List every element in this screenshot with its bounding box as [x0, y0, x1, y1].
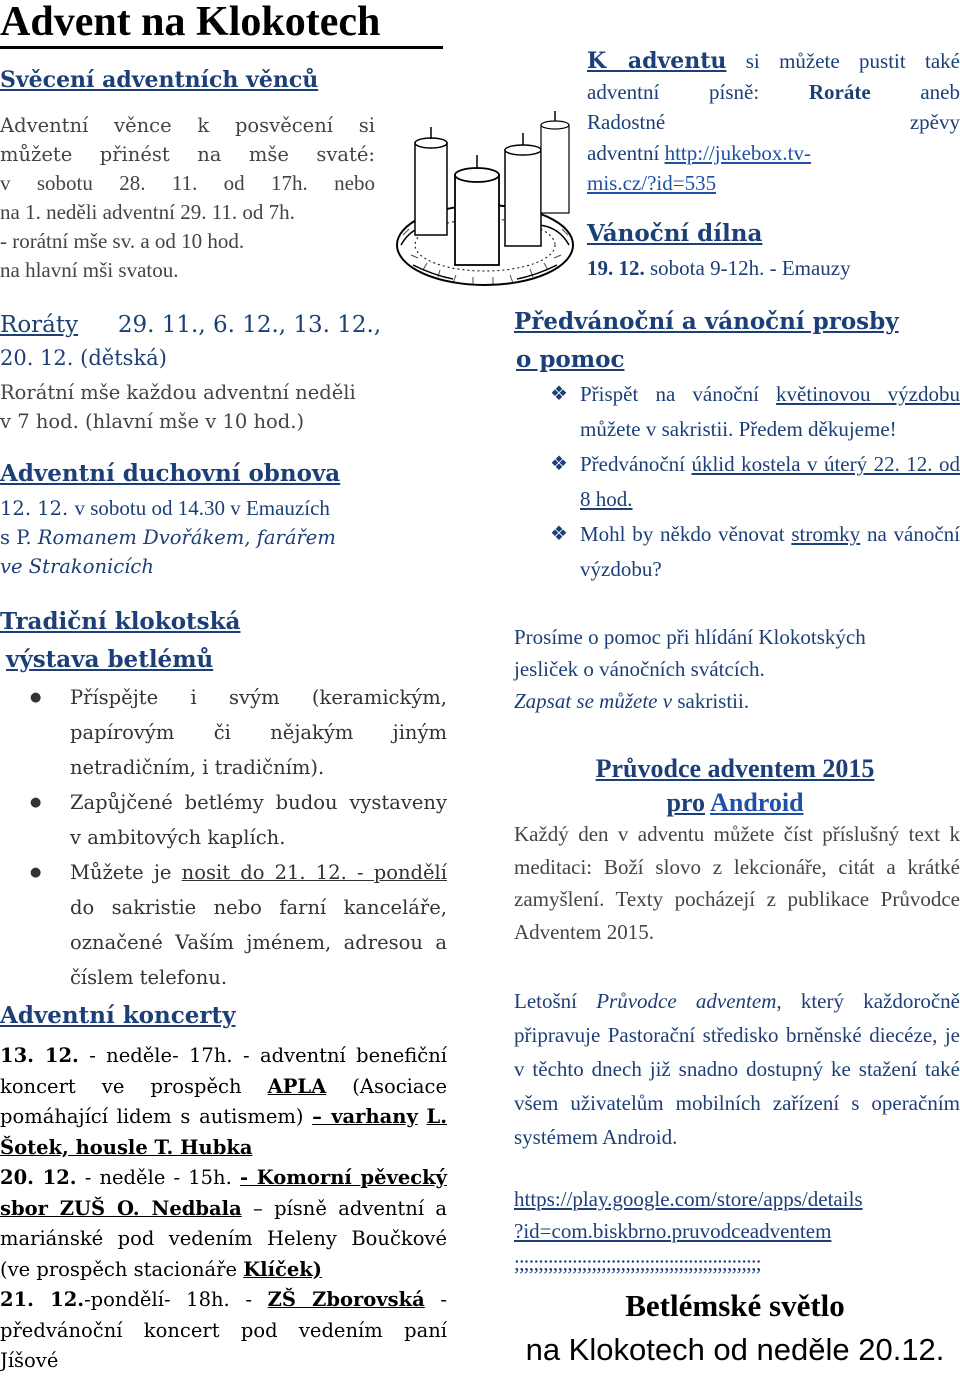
play-store-link[interactable]: https://play.google.com/store/apps/details [514, 1187, 863, 1211]
renewal-heading: Adventní duchovní obnova [0, 460, 341, 487]
exhibit-heading-1: Tradiční klokotská [0, 608, 241, 635]
jukebox-link[interactable]: http://jukebox.tv- [664, 140, 811, 165]
requests-heading-1: Předvánoční a vánoční prosby [514, 308, 899, 335]
list-item: ● Zapůjčené betlémy budou vystaveny v ambitových kaplích. [0, 785, 447, 855]
play-store-link-cont[interactable]: ?id=com.biskbrno.pruvodceadventem [514, 1219, 832, 1243]
roraty-title: Roráty [0, 312, 79, 338]
list-item: ❖ Mohl by někdo věnovat stromky na vánoční výzdobu? [510, 517, 960, 587]
wreath-blessing-heading: Svěcení adventních věnců [0, 67, 319, 93]
wreath-blessing-text: Adventní věnce k posvěcení si můžete přinést na mše svaté: v sobotu 28. 11. od 17h. nebo na 1. neděli adventní 29. 11. od 7h. - rorátní mše sv. a od 10 hod. na hlavní mši svatou. [0, 114, 375, 282]
concerts-text: 13. 12. - neděle- 17h. - adventní benefiční koncert ve prospěch APLA (Asociace pomáhající lidem s autismem) – varhany L. Šotek, housle T. Hubka 20. 12. - neděle - 15h. - Komorní pěvecký sbor ZUŠ O. Nedbala – písně adventní a mariánské pod vedením Heleny Boučkové (ve prospěch stacionáře Klíček) 21. 12.-pondělí- 18h. - ZŠ Zborovská - předvánoční koncert pod vedením paní Jíšové [0, 1044, 448, 1372]
bethlehem-light-subtitle: na Klokotech od neděle 20.12. [525, 1332, 945, 1367]
list-item: ● Můžete je nosit do 21. 12. - pondělí do sakristie nebo farní kanceláře, označené Vaším jménem, adresou a číslem telefonu. [0, 855, 447, 995]
list-item: ❖ Přispět na vánoční květinovou výzdobu můžete v sakristii. Předem děkujeme! [510, 377, 960, 447]
jukebox-link-cont[interactable]: mis.cz/?id=535 [587, 171, 717, 195]
separator: ;;;;;;;;;;;;;;;;;;;;;;;;;;;;;;;;;;;;;;;;;;;;;;;;;;; [514, 1251, 761, 1275]
concerts-heading: Adventní koncerty [0, 1002, 236, 1029]
workshop-heading: Vánoční dílna [587, 220, 763, 247]
right-column [510, 0, 960, 1400]
roraty-heading-line [0, 310, 450, 340]
left-column [0, 0, 450, 1400]
roraty-info: Rorátní mše každou adventní neděli v 7 hod. (hlavní mše v 10 hod.) [0, 381, 356, 433]
page-title: Advent na Klokotech [0, 0, 443, 49]
guide-paragraph-1: Každý den v adventu můžete číst příslušný text k meditaci: Boží slovo z lekcionáře, citát a krátké zamyšlení. Texty pocházejí z publikace Průvodce Adventem 2015. [514, 822, 960, 944]
requests-heading-2: o pomoc [516, 346, 625, 373]
roraty-dates: 29. 11., 6. 12., 13. 12., [117, 312, 382, 338]
guide-store-link [514, 1183, 960, 1279]
guide-paragraph-2: Letošní Průvodce adventem, který každoročně připravuje Pastorační středisko brněnské diecéze, je v těchto dnech již snadno dostupný ke stažení také všem uživatelům mobilních zařízení s operačním systémem Android. [514, 989, 960, 1149]
bethlehem-light-title: Betlémské světlo [625, 1288, 845, 1323]
list-item: ● Příspějte i svým (keramickým, papírovým či nějakým jiným netradičním, i tradičním). [0, 680, 447, 785]
requests-help-text: Prosíme o pomoc při hlídání Klokotských jesliček o vánočních svátcích. Zapsat se můžete v sakristii. [514, 625, 866, 713]
exhibit-heading-2: výstava betlémů [6, 646, 214, 673]
workshop-info: 19. 12. sobota 9-12h. - Emauzy [587, 256, 851, 280]
exhibit-list [0, 680, 447, 995]
roraty-children-line: 20. 12. (dětská) [0, 346, 167, 370]
guide-heading: Průvodce adventem 2015 pro Android [595, 754, 875, 817]
advent-songs-title: K adventu [587, 48, 727, 74]
requests-list [510, 377, 960, 587]
renewal-info: 12. 12. v sobotu od 14.30 v Emauzích s P. Romanem Dvořákem, farářem ve Strakonicích [0, 496, 336, 578]
advent-songs-block: K adventu si můžete pustit také adventní písně: Roráte aneb Radostné zpěvy adventní http://jukebox.tv- mis.cz/?id=535 [587, 48, 960, 195]
list-item: ❖ Předvánoční úklid kostela v úterý 22. 12. od 8 hod. [510, 447, 960, 517]
